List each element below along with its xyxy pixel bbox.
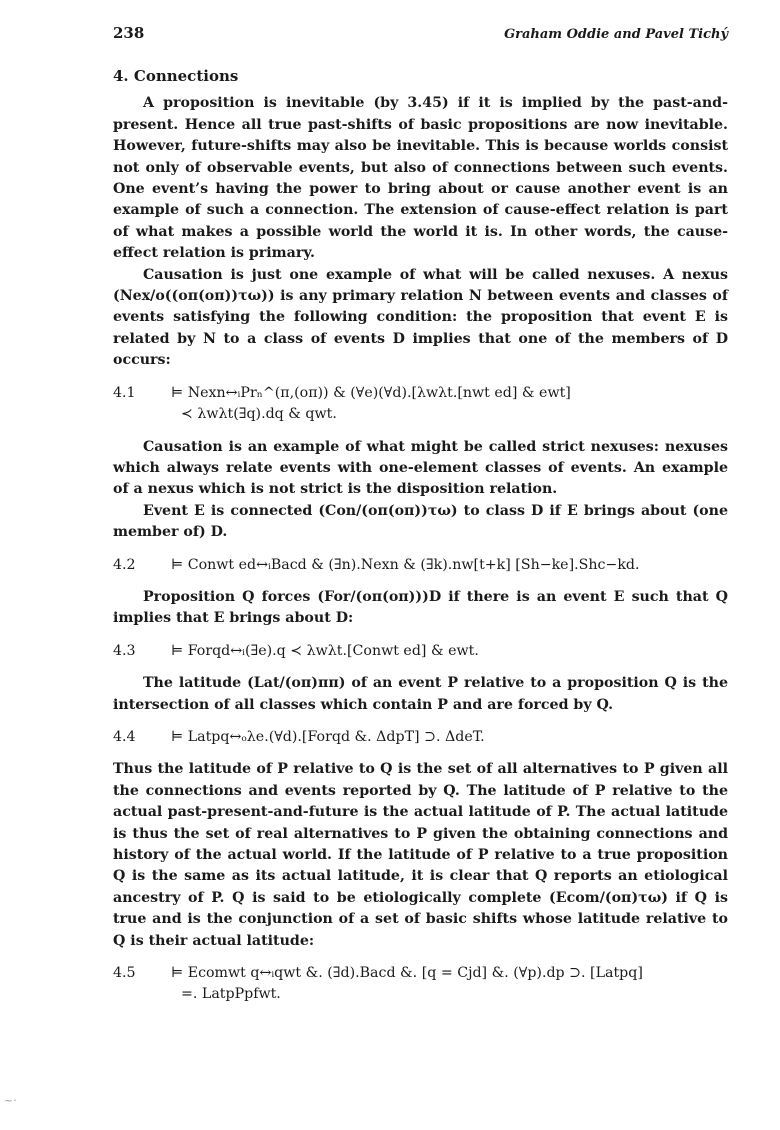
formula-line: =. LatpPpfwt.: [181, 986, 281, 1003]
formula-number: 4.3: [113, 642, 136, 659]
formula-line: ⊨ Forqd↔ᵢ(∃e).q ≺ λwλt.[Conwt ed] & ewt.: [171, 642, 479, 659]
page-number: 238: [113, 24, 145, 42]
formula-line: ⊨ Conwt ed↔ᵢBacd & (∃n).Nexn & (∃k).nw[t+k] [Sh−ke].Shc−kd.: [171, 556, 640, 573]
formula-number: 4.1: [113, 384, 136, 401]
running-header: [113, 24, 728, 42]
formula-4-3: [113, 641, 728, 662]
paragraph-inevitable: A proposition is inevitable (by 3.45) if it is implied by the past-and-present. Hence all true past-shifts of basic propositions are now inevitable. However, future-shifts may also be inevitable. This is because worlds consist not only of observable events, but also of connections between such events. One event’s having the power to bring about or cause another event is an example of such a connection. The extension of cause-effect relation is part of what makes a possible world the world it is. In other words, the cause-effect relation is primary.: [113, 95, 728, 262]
main-text: [113, 66, 728, 1017]
formula-number: 4.5: [113, 965, 136, 982]
formula-4-2: [113, 555, 728, 576]
running-head-authors: Graham Oddie and Pavel Tichý: [504, 27, 728, 42]
paragraph-connected: Event E is connected (Con/(oπ(oπ))τω) to class D if E brings about (one member of) D.: [113, 502, 728, 541]
formula-line: ⊨ Ecomwt q↔ᵢqwt &. (∃d).Bacd &. [q = Cjd] &. (∀p).dp ⊃. [Latpq]: [171, 965, 643, 982]
formula-number: 4.4: [113, 728, 136, 745]
paragraph-strict-nexuses: Causation is an example of what might be called strict nexuses: nexuses which always relate events with one-element classes of events. An example of a nexus which is not strict is the disposition relation.: [113, 438, 728, 498]
section-title: 4. Connections: [113, 67, 239, 85]
paragraph-forces: Proposition Q forces (For/(oπ(oπ)))D if there is an event E such that Q implies that E brings about D:: [113, 588, 728, 627]
formula-line: ⊨ Latpq↔ₒλe.(∀d).[Forqd &. ΔdpT] ⊃. ΔdeT.: [171, 728, 485, 745]
formula-4-4: [113, 727, 728, 748]
formula-number: 4.2: [113, 556, 136, 573]
formula-line: ⊨ Nexn↔ᵢPrₙ^(π,(oπ)) & (∀e)(∀d).[λwλt.[nwt ed] & ewt]: [171, 384, 571, 401]
formula-line: ≺ λwλt(∃q).dq & qwt.: [181, 406, 337, 423]
paragraph-latitude: The latitude (Lat/(oπ)ππ) of an event P relative to a proposition Q is the intersection of all classes which contain P and are forced by Q.: [113, 675, 728, 713]
formula-4-5: [113, 963, 728, 1006]
formula-4-1: [113, 383, 728, 426]
scan-mark: ~·: [4, 1094, 17, 1107]
paragraph-causation-nexus: Causation is just one example of what will be called nexuses. A nexus (Nex/o((oπ(oπ))τω)) is any primary relation N between events and classes of events satisfying the following condition: the proposition that event E is related by N to a class of events D implies that one of the members of D occurs:: [113, 266, 728, 369]
paragraph-actual-latitude: Thus the latitude of P relative to Q is the set of all alternatives to P given all the connections and events reported by Q. The latitude of P relative to the actual past-present-and-future is the actual latitude of P. The actual latitude is thus the set of real alternatives to P given the obtaining connections and history of the actual world. If the latitude of P relative to a true proposition Q is the same as its actual latitude, it is clear that Q reports an etiological ancestry of P. Q is said to be etiologically complete (Ecom/(oπ)τω) if Q is true and is the conjunction of a set of basic shifts whose latitude relative to Q is their actual latitude:: [113, 761, 728, 949]
